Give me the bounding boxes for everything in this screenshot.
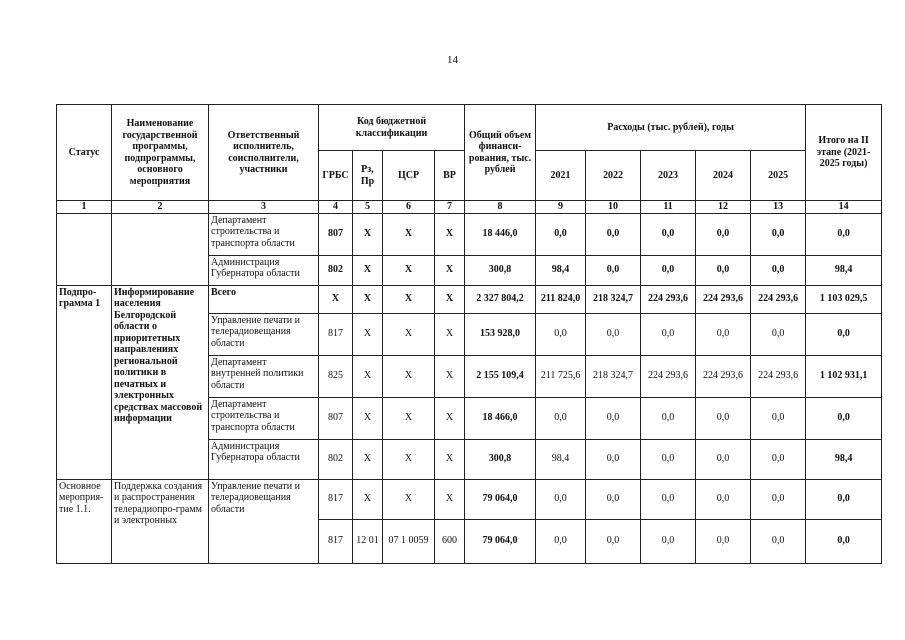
stage-total-cell: 1 102 931,1 — [806, 355, 882, 397]
header-y2024: 2024 — [696, 151, 751, 201]
vr-cell: Х — [435, 397, 465, 439]
vr-cell: Х — [435, 255, 465, 285]
rz-cell: 12 01 — [353, 519, 383, 563]
y2021-cell: 211 725,6 — [536, 355, 586, 397]
total-cell: 300,8 — [465, 255, 536, 285]
y2023-cell: 0,0 — [641, 255, 696, 285]
y2021-cell: 98,4 — [536, 255, 586, 285]
executor-cell: Управление печати и телерадиовещания области — [209, 479, 319, 563]
y2025-cell: 0,0 — [751, 439, 806, 479]
header-status: Статус — [57, 105, 112, 201]
stage-total-cell: 0,0 — [806, 313, 882, 355]
y2024-cell: 0,0 — [696, 397, 751, 439]
header-stage-total: Итого на II этапе (2021-2025 годы) — [806, 105, 882, 201]
y2025-cell: 0,0 — [751, 255, 806, 285]
executor-cell: Всего — [209, 285, 319, 313]
header-name: Наименование государственной программы, подпрограммы, основного мероприятия — [112, 105, 209, 201]
y2023-cell: 0,0 — [641, 213, 696, 255]
y2024-cell: 0,0 — [696, 213, 751, 255]
col-index: 11 — [641, 201, 696, 214]
vr-cell: Х — [435, 439, 465, 479]
col-index: 3 — [209, 201, 319, 214]
header-budget-code: Код бюджетной классификации — [319, 105, 465, 151]
y2023-cell: 224 293,6 — [641, 355, 696, 397]
y2023-cell: 0,0 — [641, 397, 696, 439]
rz-cell: Х — [353, 439, 383, 479]
grbs-cell: 807 — [319, 213, 353, 255]
total-cell: 79 064,0 — [465, 519, 536, 563]
y2022-cell: 218 324,7 — [586, 285, 641, 313]
col-index: 4 — [319, 201, 353, 214]
col-index: 14 — [806, 201, 882, 214]
stage-total-cell: 0,0 — [806, 397, 882, 439]
grbs-cell: 817 — [319, 479, 353, 519]
grbs-cell: Х — [319, 285, 353, 313]
vr-cell: Х — [435, 355, 465, 397]
name-cell: Поддержка создания и распространения телерадиопро-грамм и электронных — [112, 479, 209, 563]
stage-total-cell: 0,0 — [806, 213, 882, 255]
y2023-cell: 0,0 — [641, 439, 696, 479]
grbs-cell: 802 — [319, 439, 353, 479]
rz-cell: Х — [353, 313, 383, 355]
executor-cell: Департамент строительства и транспорта области — [209, 213, 319, 255]
rz-cell: Х — [353, 213, 383, 255]
table-row — [57, 213, 882, 255]
y2024-cell: 0,0 — [696, 519, 751, 563]
y2023-cell: 0,0 — [641, 313, 696, 355]
csr-cell: Х — [383, 439, 435, 479]
y2021-cell: 0,0 — [536, 519, 586, 563]
y2024-cell: 0,0 — [696, 255, 751, 285]
header-grbs: ГРБС — [319, 151, 353, 201]
y2024-cell: 224 293,6 — [696, 285, 751, 313]
y2024-cell: 224 293,6 — [696, 355, 751, 397]
csr-cell: Х — [383, 479, 435, 519]
total-cell: 300,8 — [465, 439, 536, 479]
y2022-cell: 218 324,7 — [586, 355, 641, 397]
col-index: 13 — [751, 201, 806, 214]
y2021-cell: 0,0 — [536, 313, 586, 355]
stage-total-cell: 0,0 — [806, 519, 882, 563]
col-index: 12 — [696, 201, 751, 214]
col-index: 5 — [353, 201, 383, 214]
financing-table — [56, 104, 882, 564]
rz-cell: Х — [353, 397, 383, 439]
executor-cell: Управление печати и телерадиовещания области — [209, 313, 319, 355]
rz-cell: Х — [353, 479, 383, 519]
y2021-cell: 0,0 — [536, 479, 586, 519]
csr-cell: Х — [383, 313, 435, 355]
status-cell: Основное мероприя-тие 1.1. — [57, 479, 112, 563]
col-index: 9 — [536, 201, 586, 214]
header-y2022: 2022 — [586, 151, 641, 201]
grbs-cell: 817 — [319, 313, 353, 355]
name-cell — [112, 213, 209, 285]
y2022-cell: 0,0 — [586, 439, 641, 479]
y2024-cell: 0,0 — [696, 439, 751, 479]
grbs-cell: 825 — [319, 355, 353, 397]
csr-cell: Х — [383, 255, 435, 285]
total-cell: 2 155 109,4 — [465, 355, 536, 397]
vr-cell: Х — [435, 479, 465, 519]
executor-cell: Департамент внутренней политики области — [209, 355, 319, 397]
y2024-cell: 0,0 — [696, 479, 751, 519]
y2021-cell: 211 824,0 — [536, 285, 586, 313]
y2025-cell: 0,0 — [751, 213, 806, 255]
page-number: 14 — [447, 54, 458, 66]
y2023-cell: 0,0 — [641, 479, 696, 519]
name-cell: Информирование населения Белгородской области о приоритетных направлениях региональной политики в печатных и электронных средствах массовой информации — [112, 285, 209, 479]
y2025-cell: 224 293,6 — [751, 355, 806, 397]
y2025-cell: 0,0 — [751, 479, 806, 519]
status-cell: Подпро-грамма 1 — [57, 285, 112, 479]
y2022-cell: 0,0 — [586, 313, 641, 355]
grbs-cell: 807 — [319, 397, 353, 439]
table-row — [57, 479, 882, 519]
csr-cell: Х — [383, 285, 435, 313]
csr-cell: Х — [383, 355, 435, 397]
y2023-cell: 224 293,6 — [641, 285, 696, 313]
y2025-cell: 224 293,6 — [751, 285, 806, 313]
grbs-cell: 802 — [319, 255, 353, 285]
vr-cell: Х — [435, 285, 465, 313]
y2022-cell: 0,0 — [586, 519, 641, 563]
stage-total-cell: 0,0 — [806, 479, 882, 519]
col-index: 2 — [112, 201, 209, 214]
vr-cell: Х — [435, 313, 465, 355]
col-index: 8 — [465, 201, 536, 214]
executor-cell: Администрация Губернатора области — [209, 439, 319, 479]
total-cell: 2 327 804,2 — [465, 285, 536, 313]
rz-cell: Х — [353, 285, 383, 313]
header-y2025: 2025 — [751, 151, 806, 201]
col-index: 10 — [586, 201, 641, 214]
total-cell: 79 064,0 — [465, 479, 536, 519]
rz-cell: Х — [353, 355, 383, 397]
y2025-cell: 0,0 — [751, 313, 806, 355]
vr-cell: 600 — [435, 519, 465, 563]
header-total-volume: Общий объем финанси-рования, тыс. рублей — [465, 105, 536, 201]
y2025-cell: 0,0 — [751, 519, 806, 563]
total-cell: 18 446,0 — [465, 213, 536, 255]
header-csr: ЦСР — [383, 151, 435, 201]
stage-total-cell: 1 103 029,5 — [806, 285, 882, 313]
y2022-cell: 0,0 — [586, 397, 641, 439]
csr-cell: Х — [383, 213, 435, 255]
col-index: 6 — [383, 201, 435, 214]
y2022-cell: 0,0 — [586, 255, 641, 285]
status-cell — [57, 213, 112, 285]
stage-total-cell: 98,4 — [806, 439, 882, 479]
y2023-cell: 0,0 — [641, 519, 696, 563]
total-cell: 18 466,0 — [465, 397, 536, 439]
grbs-cell: 817 — [319, 519, 353, 563]
header-y2023: 2023 — [641, 151, 696, 201]
header-rz-pr: Рз, Пр — [353, 151, 383, 201]
total-cell: 153 928,0 — [465, 313, 536, 355]
rz-cell: Х — [353, 255, 383, 285]
table-row — [57, 285, 882, 313]
y2025-cell: 0,0 — [751, 397, 806, 439]
col-index: 1 — [57, 201, 112, 214]
y2022-cell: 0,0 — [586, 479, 641, 519]
header-y2021: 2021 — [536, 151, 586, 201]
header-expenses: Расходы (тыс. рублей), годы — [536, 105, 806, 151]
stage-total-cell: 98,4 — [806, 255, 882, 285]
header-vr: ВР — [435, 151, 465, 201]
col-index: 7 — [435, 201, 465, 214]
csr-cell: 07 1 0059 — [383, 519, 435, 563]
y2024-cell: 0,0 — [696, 313, 751, 355]
y2021-cell: 0,0 — [536, 213, 586, 255]
y2021-cell: 98,4 — [536, 439, 586, 479]
header-executor: Ответственный исполнитель, соисполнители, участники — [209, 105, 319, 201]
executor-cell: Департамент строительства и транспорта области — [209, 397, 319, 439]
y2022-cell: 0,0 — [586, 213, 641, 255]
y2021-cell: 0,0 — [536, 397, 586, 439]
column-index-row — [57, 201, 882, 214]
csr-cell: Х — [383, 397, 435, 439]
vr-cell: Х — [435, 213, 465, 255]
executor-cell: Администрация Губернатора области — [209, 255, 319, 285]
